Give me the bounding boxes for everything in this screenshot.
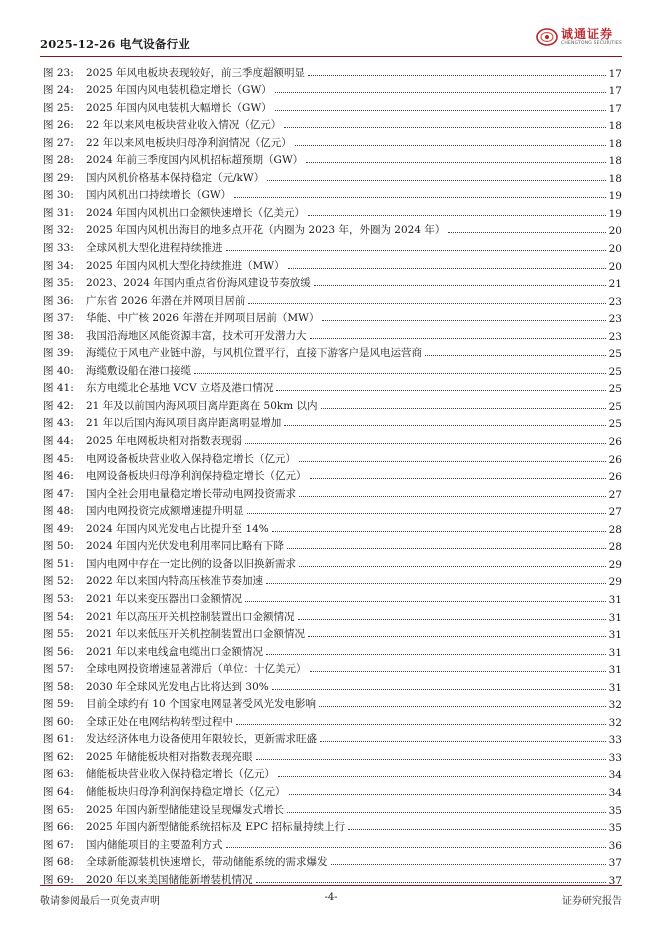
- toc-figure-title: 2025 年风电板块表现较好，前三季度超额明显: [86, 66, 306, 79]
- toc-page-number: 17: [608, 102, 622, 115]
- toc-page-number: 29: [608, 558, 622, 571]
- toc-figure-title: 2025 年国内新型储能建设呈现爆发式增长: [86, 803, 285, 816]
- toc-dot-leader: [310, 338, 606, 339]
- toc-figure-title: 2021 年以来低压开关机控制装置出口金额情况: [86, 628, 306, 641]
- toc-page-number: 23: [608, 295, 622, 308]
- toc-figure-number: 图 37:: [43, 312, 74, 325]
- toc-figure-number: 图 36:: [43, 294, 74, 307]
- toc-figure-number: 图 62:: [43, 750, 74, 763]
- toc-figure-title: 2022 年以来国内特高压核准节奏加速: [86, 575, 264, 588]
- toc-entry[interactable]: [43, 308, 622, 326]
- toc-figure-number: 图 24:: [43, 84, 74, 97]
- toc-figure-title: 2024 年国内风光发电占比提升至 14%: [86, 522, 269, 535]
- toc-figure-title: 储能板块归母净利润保持稳定增长（亿元）: [86, 785, 286, 798]
- toc-entry[interactable]: [43, 185, 622, 203]
- toc-figure-title: 2021 年以来电线盒电缆出口金额情况: [86, 645, 264, 658]
- toc-dot-leader: [284, 425, 605, 426]
- toc-dot-leader: [310, 478, 606, 479]
- toc-figure-title: 国内储能项目的主要盈利方式: [86, 838, 223, 851]
- toc-entry[interactable]: [43, 273, 622, 291]
- toc-figure-title: 22 年以来风电板块营业收入情况（亿元）: [86, 119, 282, 132]
- toc-figure-number: 图 34:: [43, 259, 74, 272]
- toc-figure-number: 图 64:: [43, 785, 74, 798]
- toc-dot-leader: [245, 443, 606, 444]
- toc-figure-number: 图 49:: [43, 522, 74, 535]
- logo-en-text: CHENGTONG SECURITIES: [560, 40, 622, 46]
- page-header: [40, 26, 622, 54]
- toc-figure-title: 21 年以后国内海风项目离岸距离明显增加: [86, 417, 282, 430]
- toc-figure-number: 图 58:: [43, 680, 74, 693]
- toc-entry[interactable]: [43, 132, 622, 150]
- toc-dot-leader: [331, 864, 606, 865]
- toc-page-number: 26: [608, 471, 622, 484]
- toc-dot-leader: [245, 601, 606, 602]
- toc-page-number: 31: [608, 629, 622, 642]
- toc-entry[interactable]: [43, 624, 622, 642]
- toc-figure-number: 图 54:: [43, 610, 74, 623]
- toc-entry[interactable]: [43, 553, 622, 571]
- toc-page-number: 29: [608, 576, 622, 589]
- toc-dot-leader: [322, 320, 605, 321]
- toc-page-number: 32: [608, 699, 622, 712]
- toc-dot-leader: [266, 654, 606, 655]
- toc-page-number: 25: [608, 383, 622, 396]
- toc-entry[interactable]: [43, 606, 622, 624]
- toc-figure-number: 图 67:: [43, 838, 74, 851]
- toc-figure-title: 国内全社会用电量稳定增长带动电网投资需求: [86, 487, 296, 500]
- toc-figure-number: 图 40:: [43, 364, 74, 377]
- toc-figure-title: 目前全球约有 10 个国家电网显著受风光发电影响: [86, 698, 317, 711]
- toc-entry[interactable]: [43, 395, 622, 413]
- toc-page-number: 18: [608, 155, 622, 168]
- toc-entry[interactable]: [43, 202, 622, 220]
- footer-rule: [40, 885, 622, 886]
- toc-figure-number: 图 66:: [43, 821, 74, 834]
- toc-entry[interactable]: [43, 220, 622, 238]
- toc-figure-title: 2024 年前三季度国内风机招标超预期（GW）: [86, 154, 304, 167]
- toc-figure-title: 全球风机大型化进程持续推进: [86, 242, 223, 255]
- toc-dot-leader: [308, 75, 606, 76]
- toc-page-number: 35: [608, 822, 622, 835]
- logo-emblem-icon: [536, 26, 558, 48]
- toc-figure-title: 全球电网投资增速显著滞后（单位：十亿美元）: [86, 663, 307, 676]
- toc-figure-title: 电网设备板块营业收入保持稳定增长（亿元）: [86, 452, 296, 465]
- toc-dot-leader: [314, 285, 606, 286]
- toc-page-number: 37: [608, 874, 622, 887]
- toc-dot-leader: [448, 232, 605, 233]
- report-date-sector: 2025-12-26 电气设备行业: [40, 37, 190, 51]
- toc-figure-number: 图 59:: [43, 698, 74, 711]
- toc-dot-leader: [236, 724, 606, 725]
- toc-page-number: 31: [608, 611, 622, 624]
- toc-entry[interactable]: [43, 781, 622, 799]
- toc-page-number: 34: [608, 769, 622, 782]
- page-number: -4-: [324, 892, 338, 903]
- toc-figure-title: 2021 年以来变压器出口金额情况: [86, 592, 243, 605]
- toc-page-number: 23: [608, 313, 622, 326]
- toc-figure-number: 图 32:: [43, 224, 74, 237]
- toc-dot-leader: [299, 566, 606, 567]
- toc-figure-title: 2025 年国内风电装机大幅增长（GW）: [86, 101, 272, 114]
- toc-page-number: 28: [608, 523, 622, 536]
- toc-figure-title: 华能、中广核 2026 年潜在并网项目居前（MW）: [86, 312, 320, 325]
- toc-entry[interactable]: [43, 237, 622, 255]
- toc-figure-title: 国内电网中存在一定比例的设备以旧换新需求: [86, 557, 296, 570]
- toc-figure-number: 图 48:: [43, 505, 74, 518]
- toc-entry[interactable]: [43, 378, 622, 396]
- toc-figure-number: 图 27:: [43, 136, 74, 149]
- toc-figure-title: 2024 年国内光伏发电利用率同比略有下降: [86, 540, 285, 553]
- toc-figure-number: 图 65:: [43, 803, 74, 816]
- toc-entry[interactable]: [43, 466, 622, 484]
- logo-cn-text: 诚通证券: [560, 26, 613, 41]
- toc-page-number: 21: [608, 278, 622, 291]
- toc-figure-number: 图 60:: [43, 715, 74, 728]
- toc-page-number: 20: [608, 243, 622, 256]
- toc-page-number: 17: [608, 85, 622, 98]
- toc-figure-number: 图 33:: [43, 242, 74, 255]
- toc-dot-leader: [310, 671, 606, 672]
- toc-page-number: 18: [608, 120, 622, 133]
- toc-figure-number: 图 46:: [43, 470, 74, 483]
- toc-dot-leader: [266, 583, 606, 584]
- toc-figure-title: 东方电缆北仑基地 VCV 立塔及港口情况: [86, 382, 274, 395]
- toc-dot-leader: [275, 92, 606, 93]
- toc-figure-number: 图 42:: [43, 399, 74, 412]
- toc-page-number: 35: [608, 804, 622, 817]
- toc-figure-title: 22 年以来风电板块归母净利润情况（亿元）: [86, 136, 292, 149]
- toc-figure-number: 图 63:: [43, 768, 74, 781]
- toc-dot-leader: [194, 373, 606, 374]
- toc-figure-title: 2021 年以高压开关机控制装置出口金额情况: [86, 610, 295, 623]
- toc-entry[interactable]: [43, 852, 622, 870]
- toc-figure-number: 图 44:: [43, 435, 74, 448]
- toc-figure-title: 2025 年国内风机出海目的地多点开花（内圈为 2023 年，外圈为 2024 年）: [86, 224, 446, 237]
- toc-figure-number: 图 51:: [43, 557, 74, 570]
- figure-index: [43, 62, 622, 887]
- toc-figure-number: 图 31:: [43, 206, 74, 219]
- toc-page-number: 33: [608, 751, 622, 764]
- toc-figure-number: 图 61:: [43, 733, 74, 746]
- toc-page-number: 27: [608, 488, 622, 501]
- toc-dot-leader: [425, 355, 606, 356]
- toc-dot-leader: [287, 812, 606, 813]
- toc-page-number: 20: [608, 260, 622, 273]
- toc-dot-leader: [267, 180, 605, 181]
- toc-page-number: 18: [608, 172, 622, 185]
- toc-page-number: 36: [608, 839, 622, 852]
- toc-figure-title: 国内电网投资完成额增速提升明显: [86, 505, 244, 518]
- toc-entry[interactable]: [43, 518, 622, 536]
- toc-page-number: 33: [608, 734, 622, 747]
- toc-entry[interactable]: [43, 150, 622, 168]
- toc-figure-number: 图 43:: [43, 417, 74, 430]
- toc-dot-leader: [295, 145, 606, 146]
- toc-entry[interactable]: [43, 834, 622, 852]
- toc-dot-leader: [320, 741, 606, 742]
- report-type: 证券研究报告: [562, 896, 622, 907]
- toc-dot-leader: [308, 636, 606, 637]
- toc-figure-title: 国内风机价格基本保持稳定（元/kW）: [86, 171, 265, 184]
- toc-figure-title: 广东省 2026 年潜在并网项目居前: [86, 294, 246, 307]
- toc-page-number: 27: [608, 506, 622, 519]
- toc-page-number: 31: [608, 664, 622, 677]
- toc-entry[interactable]: [43, 659, 622, 677]
- toc-dot-leader: [319, 706, 606, 707]
- toc-dot-leader: [276, 390, 605, 391]
- toc-figure-number: 图 47:: [43, 487, 74, 500]
- toc-figure-number: 图 39:: [43, 347, 74, 360]
- toc-figure-title: 海缆位于风电产业链中游，与风机位置平行，直接下游客户是风电运营商: [86, 347, 422, 360]
- toc-page-number: 23: [608, 330, 622, 343]
- toc-page-number: 25: [608, 400, 622, 413]
- toc-figure-title: 我国沿海地区风能资源丰富，技术可开发潜力大: [86, 329, 307, 342]
- toc-figure-title: 2025 年储能板块相对指数表现亮眼: [86, 750, 253, 763]
- toc-figure-number: 图 57:: [43, 663, 74, 676]
- disclaimer-note: 敬请参阅最后一页免责声明: [40, 896, 160, 907]
- toc-entry[interactable]: [43, 413, 622, 431]
- toc-page-number: 25: [608, 418, 622, 431]
- toc-page-number: 28: [608, 541, 622, 554]
- toc-dot-leader: [289, 794, 606, 795]
- toc-figure-number: 图 38:: [43, 329, 74, 342]
- toc-entry[interactable]: [43, 571, 622, 589]
- broker-logo: [536, 24, 622, 50]
- toc-dot-leader: [299, 496, 606, 497]
- toc-entry[interactable]: [43, 255, 622, 273]
- toc-entry[interactable]: [43, 167, 622, 185]
- toc-entry[interactable]: [43, 430, 622, 448]
- toc-figure-number: 图 52:: [43, 575, 74, 588]
- toc-entry[interactable]: [43, 536, 622, 554]
- toc-entry[interactable]: [43, 448, 622, 466]
- toc-figure-number: 图 35:: [43, 277, 74, 290]
- toc-figure-title: 2025 年国内风机大型化持续推进（MW）: [86, 259, 285, 272]
- toc-dot-leader: [272, 689, 606, 690]
- toc-dot-leader: [308, 215, 606, 216]
- toc-figure-title: 全球新能源装机快速增长，带动储能系统的需求爆发: [86, 856, 328, 869]
- toc-figure-number: 图 55:: [43, 628, 74, 641]
- toc-dot-leader: [226, 250, 606, 251]
- toc-page-number: 34: [608, 786, 622, 799]
- toc-dot-leader: [275, 110, 606, 111]
- toc-figure-number: 图 50:: [43, 540, 74, 553]
- toc-dot-leader: [256, 882, 606, 883]
- toc-dot-leader: [321, 408, 606, 409]
- toc-dot-leader: [287, 548, 606, 549]
- toc-figure-title: 2023、2024 年国内重点省份海风建设节奏放缓: [86, 277, 311, 290]
- toc-figure-title: 储能板块营业收入保持稳定增长（亿元）: [86, 768, 275, 781]
- toc-entry[interactable]: [43, 97, 622, 115]
- toc-entry[interactable]: [43, 711, 622, 729]
- toc-entry[interactable]: [43, 483, 622, 501]
- toc-page-number: 25: [608, 365, 622, 378]
- toc-figure-title: 电网设备板块归母净利润保持稳定增长（亿元）: [86, 470, 307, 483]
- toc-dot-leader: [298, 619, 606, 620]
- toc-figure-number: 图 45:: [43, 452, 74, 465]
- toc-figure-title: 2020 年以来美国储能新增装机情况: [86, 873, 253, 886]
- toc-entry[interactable]: [43, 641, 622, 659]
- toc-figure-number: 图 28:: [43, 154, 74, 167]
- toc-dot-leader: [306, 162, 605, 163]
- toc-dot-leader: [278, 776, 606, 777]
- toc-entry[interactable]: [43, 115, 622, 133]
- toc-page-number: 26: [608, 453, 622, 466]
- toc-entry[interactable]: [43, 799, 622, 817]
- toc-entry[interactable]: [43, 676, 622, 694]
- toc-entry[interactable]: [43, 360, 622, 378]
- toc-dot-leader: [272, 531, 606, 532]
- toc-dot-leader: [248, 303, 605, 304]
- toc-figure-number: 图 53:: [43, 592, 74, 605]
- toc-figure-title: 2030 年全球风光发电占比将达到 30%: [86, 680, 269, 693]
- toc-page-number: 20: [608, 225, 622, 238]
- toc-page-number: 26: [608, 436, 622, 449]
- toc-entry[interactable]: [43, 764, 622, 782]
- toc-dot-leader: [348, 829, 606, 830]
- toc-entry[interactable]: [43, 501, 622, 519]
- toc-figure-number: 图 30:: [43, 189, 74, 202]
- toc-figure-title: 海缆敷设船在港口接缆: [86, 364, 191, 377]
- toc-figure-number: 图 29:: [43, 171, 74, 184]
- toc-entry[interactable]: [43, 343, 622, 361]
- toc-page-number: 19: [608, 207, 622, 220]
- toc-page-number: 31: [608, 593, 622, 606]
- toc-figure-title: 2025 年电网板块相对指数表现弱: [86, 435, 243, 448]
- toc-entry[interactable]: [43, 588, 622, 606]
- toc-page-number: 19: [608, 190, 622, 203]
- toc-dot-leader: [288, 268, 606, 269]
- toc-entry[interactable]: [43, 729, 622, 747]
- toc-page-number: 18: [608, 137, 622, 150]
- toc-figure-title: 2024 年国内风机出口金额快速增长（亿美元）: [86, 206, 306, 219]
- toc-dot-leader: [284, 127, 605, 128]
- toc-figure-title: 发达经济体电力设备使用年限较长，更新需求旺盛: [86, 733, 317, 746]
- toc-figure-title: 21 年及以前国内海风项目离岸距离在 50km 以内: [86, 399, 318, 412]
- toc-figure-title: 国内风机出口持续增长（GW）: [86, 189, 232, 202]
- toc-page-number: 25: [608, 348, 622, 361]
- toc-figure-number: 图 56:: [43, 645, 74, 658]
- toc-dot-leader: [226, 847, 606, 848]
- toc-figure-title: 2025 年国内新型储能系统招标及 EPC 招标量持续上行: [86, 821, 345, 834]
- toc-figure-number: 图 68:: [43, 856, 74, 869]
- toc-entry[interactable]: [43, 694, 622, 712]
- toc-dot-leader: [247, 513, 606, 514]
- toc-dot-leader: [256, 759, 606, 760]
- toc-figure-number: 图 25:: [43, 101, 74, 114]
- toc-page-number: 17: [608, 67, 622, 80]
- toc-figure-title: 全球正处在电网结构转型过程中: [86, 715, 233, 728]
- toc-entry[interactable]: [43, 80, 622, 98]
- toc-dot-leader: [234, 197, 605, 198]
- toc-entry[interactable]: [43, 746, 622, 764]
- header-rule: [40, 56, 622, 57]
- toc-entry[interactable]: [43, 290, 622, 308]
- toc-entry[interactable]: [43, 62, 622, 80]
- toc-figure-number: 图 41:: [43, 382, 74, 395]
- toc-figure-number: 图 69:: [43, 873, 74, 886]
- toc-page-number: 32: [608, 716, 622, 729]
- toc-entry[interactable]: [43, 325, 622, 343]
- toc-page-number: 37: [608, 857, 622, 870]
- toc-figure-number: 图 26:: [43, 119, 74, 132]
- toc-entry[interactable]: [43, 817, 622, 835]
- toc-figure-title: 2025 年国内风电装机稳定增长（GW）: [86, 84, 272, 97]
- toc-dot-leader: [299, 461, 606, 462]
- toc-page-number: 31: [608, 646, 622, 659]
- toc-figure-number: 图 23:: [43, 66, 74, 79]
- toc-page-number: 31: [608, 681, 622, 694]
